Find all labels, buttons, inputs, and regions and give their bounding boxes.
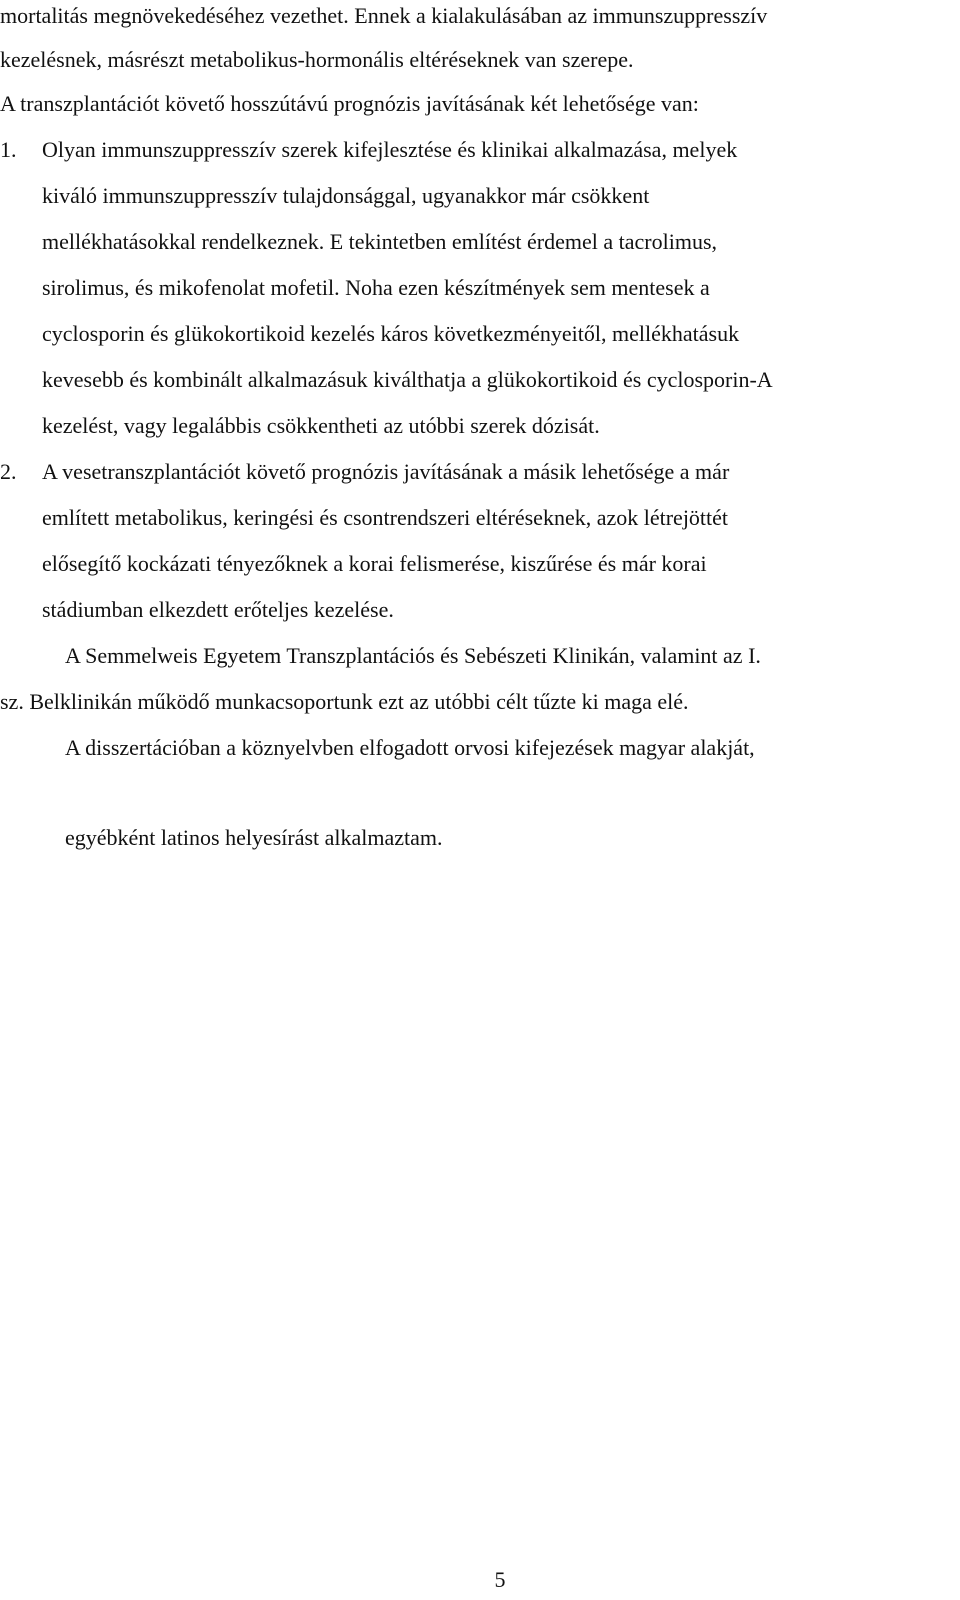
intro-line-3: A transzplantációt követő hosszútávú prognózis javításának két lehetősége van: xyxy=(0,91,699,116)
para3-line-1: A Semmelweis Egyetem Transzplantációs és Sebészeti Klinikán, valamint az I. xyxy=(65,643,761,668)
page-number: 5 xyxy=(494,1567,506,1592)
list-item-2-number xyxy=(0,452,42,492)
list-number: 1. xyxy=(0,137,17,162)
item1-line-7: kezelést, vagy legalábbis csökkentheti az utóbbi szerek dózisát. xyxy=(42,413,600,438)
item1-line-3: mellékhatásokkal rendelkeznek. E tekintetben említést érdemel a tacrolimus, xyxy=(42,229,718,254)
item2-line-3: elősegítő kockázati tényezőknek a korai felismerése, kiszűrése és már korai xyxy=(42,551,707,576)
intro-line-2: kezelésnek, másrészt metabolikus-hormonális eltéréseknek van szerepe. xyxy=(0,47,634,72)
item1-line-1: Olyan immunszuppresszív szerek kifejlesztése és klinikai alkalmazása, melyek xyxy=(42,137,738,162)
item2-line-1: A vesetranszplantációt követő prognózis javításának a másik lehetősége a már xyxy=(42,459,730,484)
list-item-1-number xyxy=(0,130,42,170)
list-number: 2. xyxy=(0,459,17,484)
para4-line-1: A disszertációban a köznyelvben elfogadott orvosi kifejezések magyar alakját, xyxy=(65,735,755,760)
item1-line-6: kevesebb és kombinált alkalmazásuk kiválthatja a glükokortikoid és cyclosporin-A xyxy=(42,367,773,392)
item1-line-4: sirolimus, és mikofenolat mofetil. Noha ezen készítmények sem mentesek a xyxy=(42,275,710,300)
item2-line-2: említett metabolikus, keringési és csontrendszeri eltéréseknek, azok létrejöttét xyxy=(42,505,729,530)
intro-line-1: mortalitás megnövekedéséhez vezethet. Ennek a kialakulásában az immunszuppresszív xyxy=(0,3,768,28)
item1-line-5: cyclosporin és glükokortikoid kezelés káros következményeitől, mellékhatásuk xyxy=(42,321,740,346)
para4-line-2: egyébként latinos helyesírást alkalmaztam. xyxy=(65,825,443,850)
para3-line-2: sz. Belklinikán működő munkacsoportunk ezt az utóbbi célt tűzte ki maga elé. xyxy=(0,689,689,714)
item2-line-4: stádiumban elkezdett erőteljes kezelése. xyxy=(42,597,394,622)
item1-line-2: kiváló immunszuppresszív tulajdonsággal, ugyanakkor már csökkent xyxy=(42,183,650,208)
